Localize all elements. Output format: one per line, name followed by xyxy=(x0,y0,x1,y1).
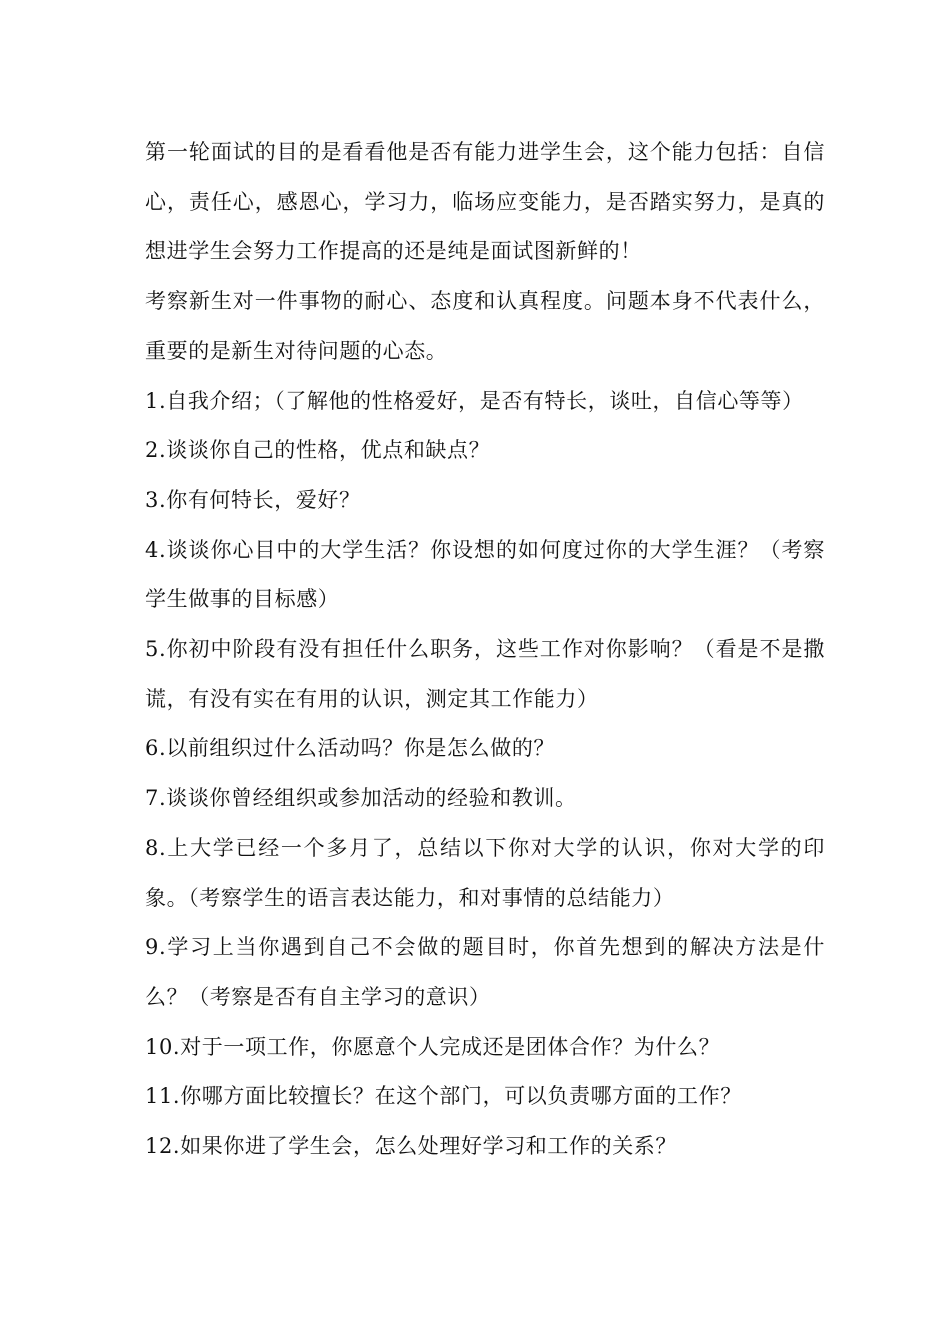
question-9: 9.学习上当你遇到自己不会做的题目时，你首先想到的解决方法是什么？（考察是否有自主学习的意识） xyxy=(145,935,825,1009)
purpose-paragraph: 考察新生对一件事物的耐心、态度和认真程度。问题本身不代表什么，重要的是新生对待问题的心态。 xyxy=(145,289,825,363)
question-5: 5.你初中阶段有没有担任什么职务，这些工作对你影响？（看是不是撒谎，有没有实在有用的认识，测定其工作能力） xyxy=(145,637,825,711)
question-7: 7.谈谈你曾经组织或参加活动的经验和教训。 xyxy=(145,786,577,811)
question-4: 4.谈谈你心目中的大学生活？你设想的如何度过你的大学生涯？（考察学生做事的目标感） xyxy=(145,537,825,612)
question-8: 8.上大学已经一个多月了，总结以下你对大学的认识，你对大学的印象。（考察学生的语言表达能力，和对事情的总结能力） xyxy=(145,835,825,910)
question-2: 2.谈谈你自己的性格，优点和缺点？ xyxy=(145,438,491,463)
question-6: 6.以前组织过什么活动吗？你是怎么做的？ xyxy=(145,736,556,761)
question-12: 12.如果你进了学生会，怎么处理好学习和工作的关系？ xyxy=(145,1134,677,1159)
document-body xyxy=(145,128,825,1172)
question-3: 3.你有何特长，爱好？ xyxy=(145,487,361,512)
intro-paragraph: 第一轮面试的目的是看看他是否有能力进学生会，这个能力包括：自信心，责任心，感恩心，学习力，临场应变能力，是否踏实努力，是真的想进学生会努力工作提高的还是纯是面试图新鲜的！ xyxy=(145,140,825,264)
question-1: 1.自我介绍；（了解他的性格爱好，是否有特长，谈吐，自信心等等） xyxy=(145,388,804,413)
question-10: 10.对于一项工作，你愿意个人完成还是团体合作？为什么？ xyxy=(145,1034,721,1059)
question-11: 11.你哪方面比较擅长？在这个部门，可以负责哪方面的工作？ xyxy=(145,1084,742,1109)
